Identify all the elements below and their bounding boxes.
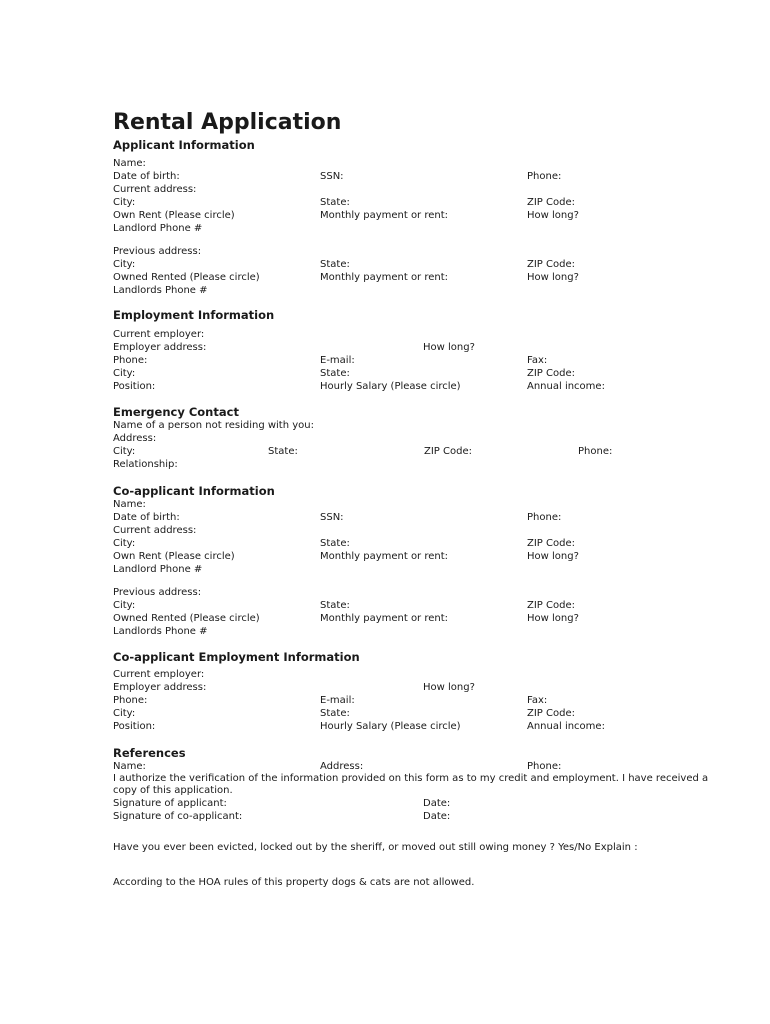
applicant-prev-how-long-label: How long?: [527, 272, 579, 283]
coapplicant-prev-how-long-label: How long?: [527, 613, 579, 624]
coapplicant-current-address-label: Current address:: [113, 525, 197, 536]
emergency-address-label: Address:: [113, 433, 157, 444]
employment-phone-label: Phone:: [113, 355, 148, 366]
authorization-statement: I authorize the verification of the information provided on this form as to my credit and employment. I have received a copy of this application.: [113, 773, 709, 796]
coapplicant-own-rent-label: Own Rent (Please circle): [113, 551, 235, 562]
applicant-own-rent-label: Own Rent (Please circle): [113, 210, 235, 221]
co-employment-employer-address-label: Employer address:: [113, 682, 207, 693]
applicant-prev-zip-label: ZIP Code:: [527, 259, 575, 270]
employment-employer-address-label: Employer address:: [113, 342, 207, 353]
co-employment-email-label: E-mail:: [320, 695, 355, 706]
applicant-how-long-label: How long?: [527, 210, 579, 221]
applicant-state-label: State:: [320, 197, 350, 208]
applicant-ssn-label: SSN:: [320, 171, 344, 182]
coapplicant-landlord-phone-label: Landlord Phone #: [113, 564, 203, 575]
coapplicant-state-label: State:: [320, 538, 350, 549]
coapplicant-prev-zip-label: ZIP Code:: [527, 600, 575, 611]
coapplicant-prev-city-label: City:: [113, 600, 136, 611]
co-employment-heading: Co-applicant Employment Information: [113, 650, 360, 664]
eviction-question: Have you ever been evicted, locked out by the sheriff, or moved out still owing money ? Yes/No Explain :: [113, 842, 638, 853]
co-employment-state-label: State:: [320, 708, 350, 719]
coapplicant-ssn-label: SSN:: [320, 512, 344, 523]
emergency-name-label: Name of a person not residing with you:: [113, 420, 314, 431]
co-employment-hourly-label: Hourly Salary (Please circle): [320, 721, 461, 732]
coapplicant-city-label: City:: [113, 538, 136, 549]
employment-position-label: Position:: [113, 381, 156, 392]
applicant-monthly-label: Monthly payment or rent:: [320, 210, 449, 221]
coapplicant-landlords-phone-label: Landlords Phone #: [113, 626, 208, 637]
emergency-zip-label: ZIP Code:: [424, 446, 472, 457]
emergency-heading: Emergency Contact: [113, 405, 239, 419]
signature-coapplicant-label: Signature of co-applicant:: [113, 811, 243, 822]
page-title: Rental Application: [113, 110, 342, 135]
coapplicant-dob-label: Date of birth:: [113, 512, 180, 523]
employment-heading: Employment Information: [113, 308, 275, 322]
employment-hourly-label: Hourly Salary (Please circle): [320, 381, 461, 392]
rental-application-form: [113, 109, 718, 889]
applicant-prev-state-label: State:: [320, 259, 350, 270]
applicant-landlord-phone-label: Landlord Phone #: [113, 223, 203, 234]
coapplicant-name-label: Name:: [113, 499, 146, 510]
applicant-name-label: Name:: [113, 158, 146, 169]
employment-annual-label: Annual income:: [527, 381, 605, 392]
emergency-relationship-label: Relationship:: [113, 459, 178, 470]
applicant-previous-address-label: Previous address:: [113, 246, 202, 257]
applicant-city-label: City:: [113, 197, 136, 208]
emergency-state-label: State:: [268, 446, 298, 457]
coapplicant-zip-label: ZIP Code:: [527, 538, 575, 549]
references-heading: References: [113, 746, 186, 760]
applicant-heading: Applicant Information: [113, 138, 255, 152]
coapplicant-monthly-label: Monthly payment or rent:: [320, 551, 449, 562]
coapplicant-prev-monthly-label: Monthly payment or rent:: [320, 613, 449, 624]
signature-applicant-label: Signature of applicant:: [113, 798, 227, 809]
emergency-city-label: City:: [113, 446, 136, 457]
co-employment-current-employer-label: Current employer:: [113, 669, 205, 680]
applicant-prev-city-label: City:: [113, 259, 136, 270]
references-name-label: Name:: [113, 761, 146, 772]
coapplicant-prev-state-label: State:: [320, 600, 350, 611]
applicant-dob-label: Date of birth:: [113, 171, 180, 182]
employment-zip-label: ZIP Code:: [527, 368, 575, 379]
employment-city-label: City:: [113, 368, 136, 379]
signature-applicant-date-label: Date:: [423, 798, 451, 809]
coapplicant-heading: Co-applicant Information: [113, 484, 275, 498]
employment-state-label: State:: [320, 368, 350, 379]
hoa-pet-rule-note: According to the HOA rules of this property dogs & cats are not allowed.: [113, 877, 475, 888]
emergency-phone-label: Phone:: [578, 446, 613, 457]
references-address-label: Address:: [320, 761, 364, 772]
references-phone-label: Phone:: [527, 761, 562, 772]
co-employment-fax-label: Fax:: [527, 695, 548, 706]
employment-fax-label: Fax:: [527, 355, 548, 366]
employment-email-label: E-mail:: [320, 355, 355, 366]
co-employment-annual-label: Annual income:: [527, 721, 605, 732]
co-employment-city-label: City:: [113, 708, 136, 719]
applicant-landlords-phone-label: Landlords Phone #: [113, 285, 208, 296]
signature-coapplicant-date-label: Date:: [423, 811, 451, 822]
coapplicant-how-long-label: How long?: [527, 551, 579, 562]
applicant-zip-label: ZIP Code:: [527, 197, 575, 208]
applicant-owned-rented-label: Owned Rented (Please circle): [113, 272, 260, 283]
co-employment-phone-label: Phone:: [113, 695, 148, 706]
applicant-prev-monthly-label: Monthly payment or rent:: [320, 272, 449, 283]
coapplicant-owned-rented-label: Owned Rented (Please circle): [113, 613, 260, 624]
co-employment-how-long-label: How long?: [423, 682, 475, 693]
applicant-current-address-label: Current address:: [113, 184, 197, 195]
coapplicant-previous-address-label: Previous address:: [113, 587, 202, 598]
applicant-phone-label: Phone:: [527, 171, 562, 182]
co-employment-zip-label: ZIP Code:: [527, 708, 575, 719]
employment-how-long-label: How long?: [423, 342, 475, 353]
employment-current-employer-label: Current employer:: [113, 329, 205, 340]
co-employment-position-label: Position:: [113, 721, 156, 732]
coapplicant-phone-label: Phone:: [527, 512, 562, 523]
